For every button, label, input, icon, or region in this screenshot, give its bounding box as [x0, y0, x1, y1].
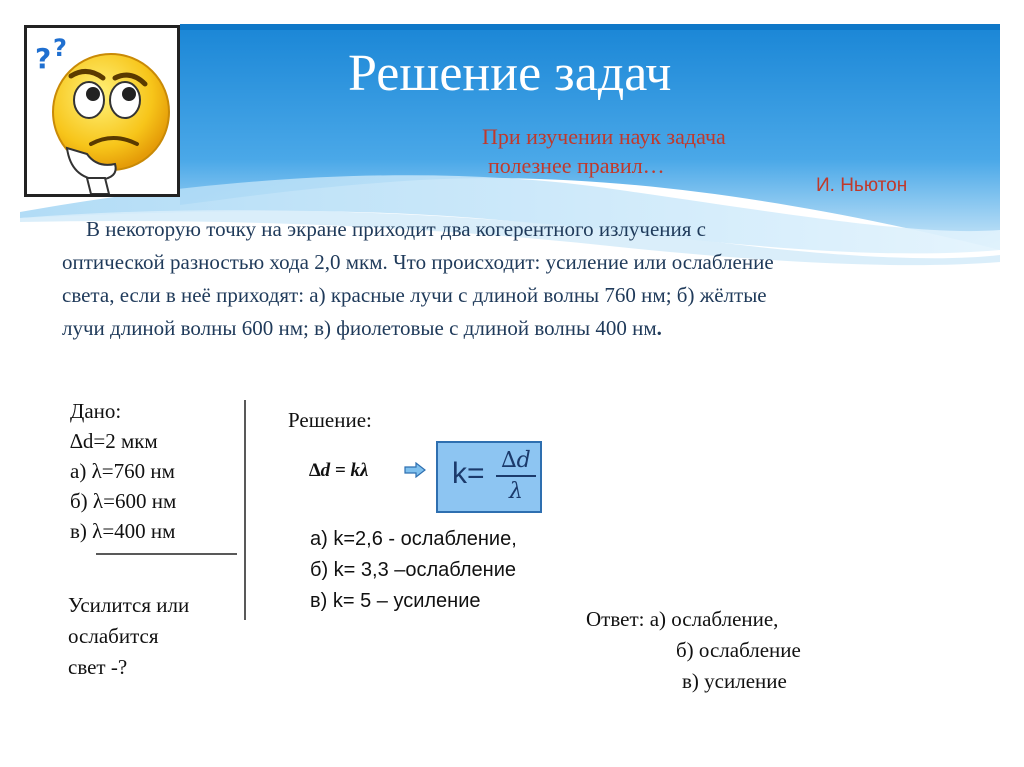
question-line-3: свет -?	[68, 655, 128, 679]
problem-line-1: В некоторую точку на экране приходит два когерентного излучения с	[86, 217, 706, 241]
problem-end-dot: .	[656, 316, 662, 340]
result-a: а) k=2,6 - ослабление,	[310, 528, 517, 550]
formula-fraction	[496, 447, 536, 507]
answer-line-1: Ответ: а) ослабление,	[586, 607, 779, 631]
problem-line-2: оптической разностью хода 2,0 мкм. Что происходит: усиление или ослабление	[62, 250, 774, 274]
result-b: б) k= 3,3 –ослабление	[310, 559, 516, 581]
formula-box	[436, 441, 542, 513]
given-wavelength-c: в) λ=400 нм	[70, 519, 176, 543]
fraction-denominator: λ	[509, 479, 523, 504]
question-line-2: ослабится	[68, 624, 159, 648]
slide-title: Решение задач	[348, 45, 672, 102]
question-line-1: Усилится или	[68, 593, 190, 617]
svg-text:?: ?	[35, 42, 52, 75]
given-wavelength-b: б) λ=600 нм	[70, 489, 177, 513]
fraction-numerator: ∆d	[496, 447, 536, 477]
find-question	[68, 590, 189, 683]
problem-line-3: света, если в неё приходят: а) красные лучи с длиной волны 760 нм; б) жёлтые	[62, 283, 767, 307]
solution-label: Решение:	[288, 408, 372, 432]
quote-line-2: полезнее правил…	[488, 153, 665, 178]
svg-text:?: ?	[53, 34, 67, 62]
solution-results	[310, 524, 517, 617]
answer-line-3: в) усиление	[682, 669, 787, 693]
quote-author: И. Ньютон	[816, 175, 908, 196]
quote-line-1: При изучении наук задача	[482, 124, 726, 149]
arrow-right-icon	[404, 462, 426, 478]
answer-block	[586, 604, 801, 697]
given-path-difference: ∆d=2 мкм	[70, 429, 158, 453]
problem-line-4-text: лучи длиной волны 600 нм; в) фиолетовые с длиной волны 400 нм	[62, 316, 657, 340]
result-c: в) k= 5 – усиление	[310, 590, 481, 612]
formula-box-k: k=	[452, 457, 485, 490]
answer-line-2: б) ослабление	[676, 638, 801, 662]
given-wavelength-a: а) λ=760 нм	[70, 459, 175, 483]
given-label: Дано:	[70, 399, 122, 423]
interference-formula: ∆d = kλ	[309, 460, 369, 481]
